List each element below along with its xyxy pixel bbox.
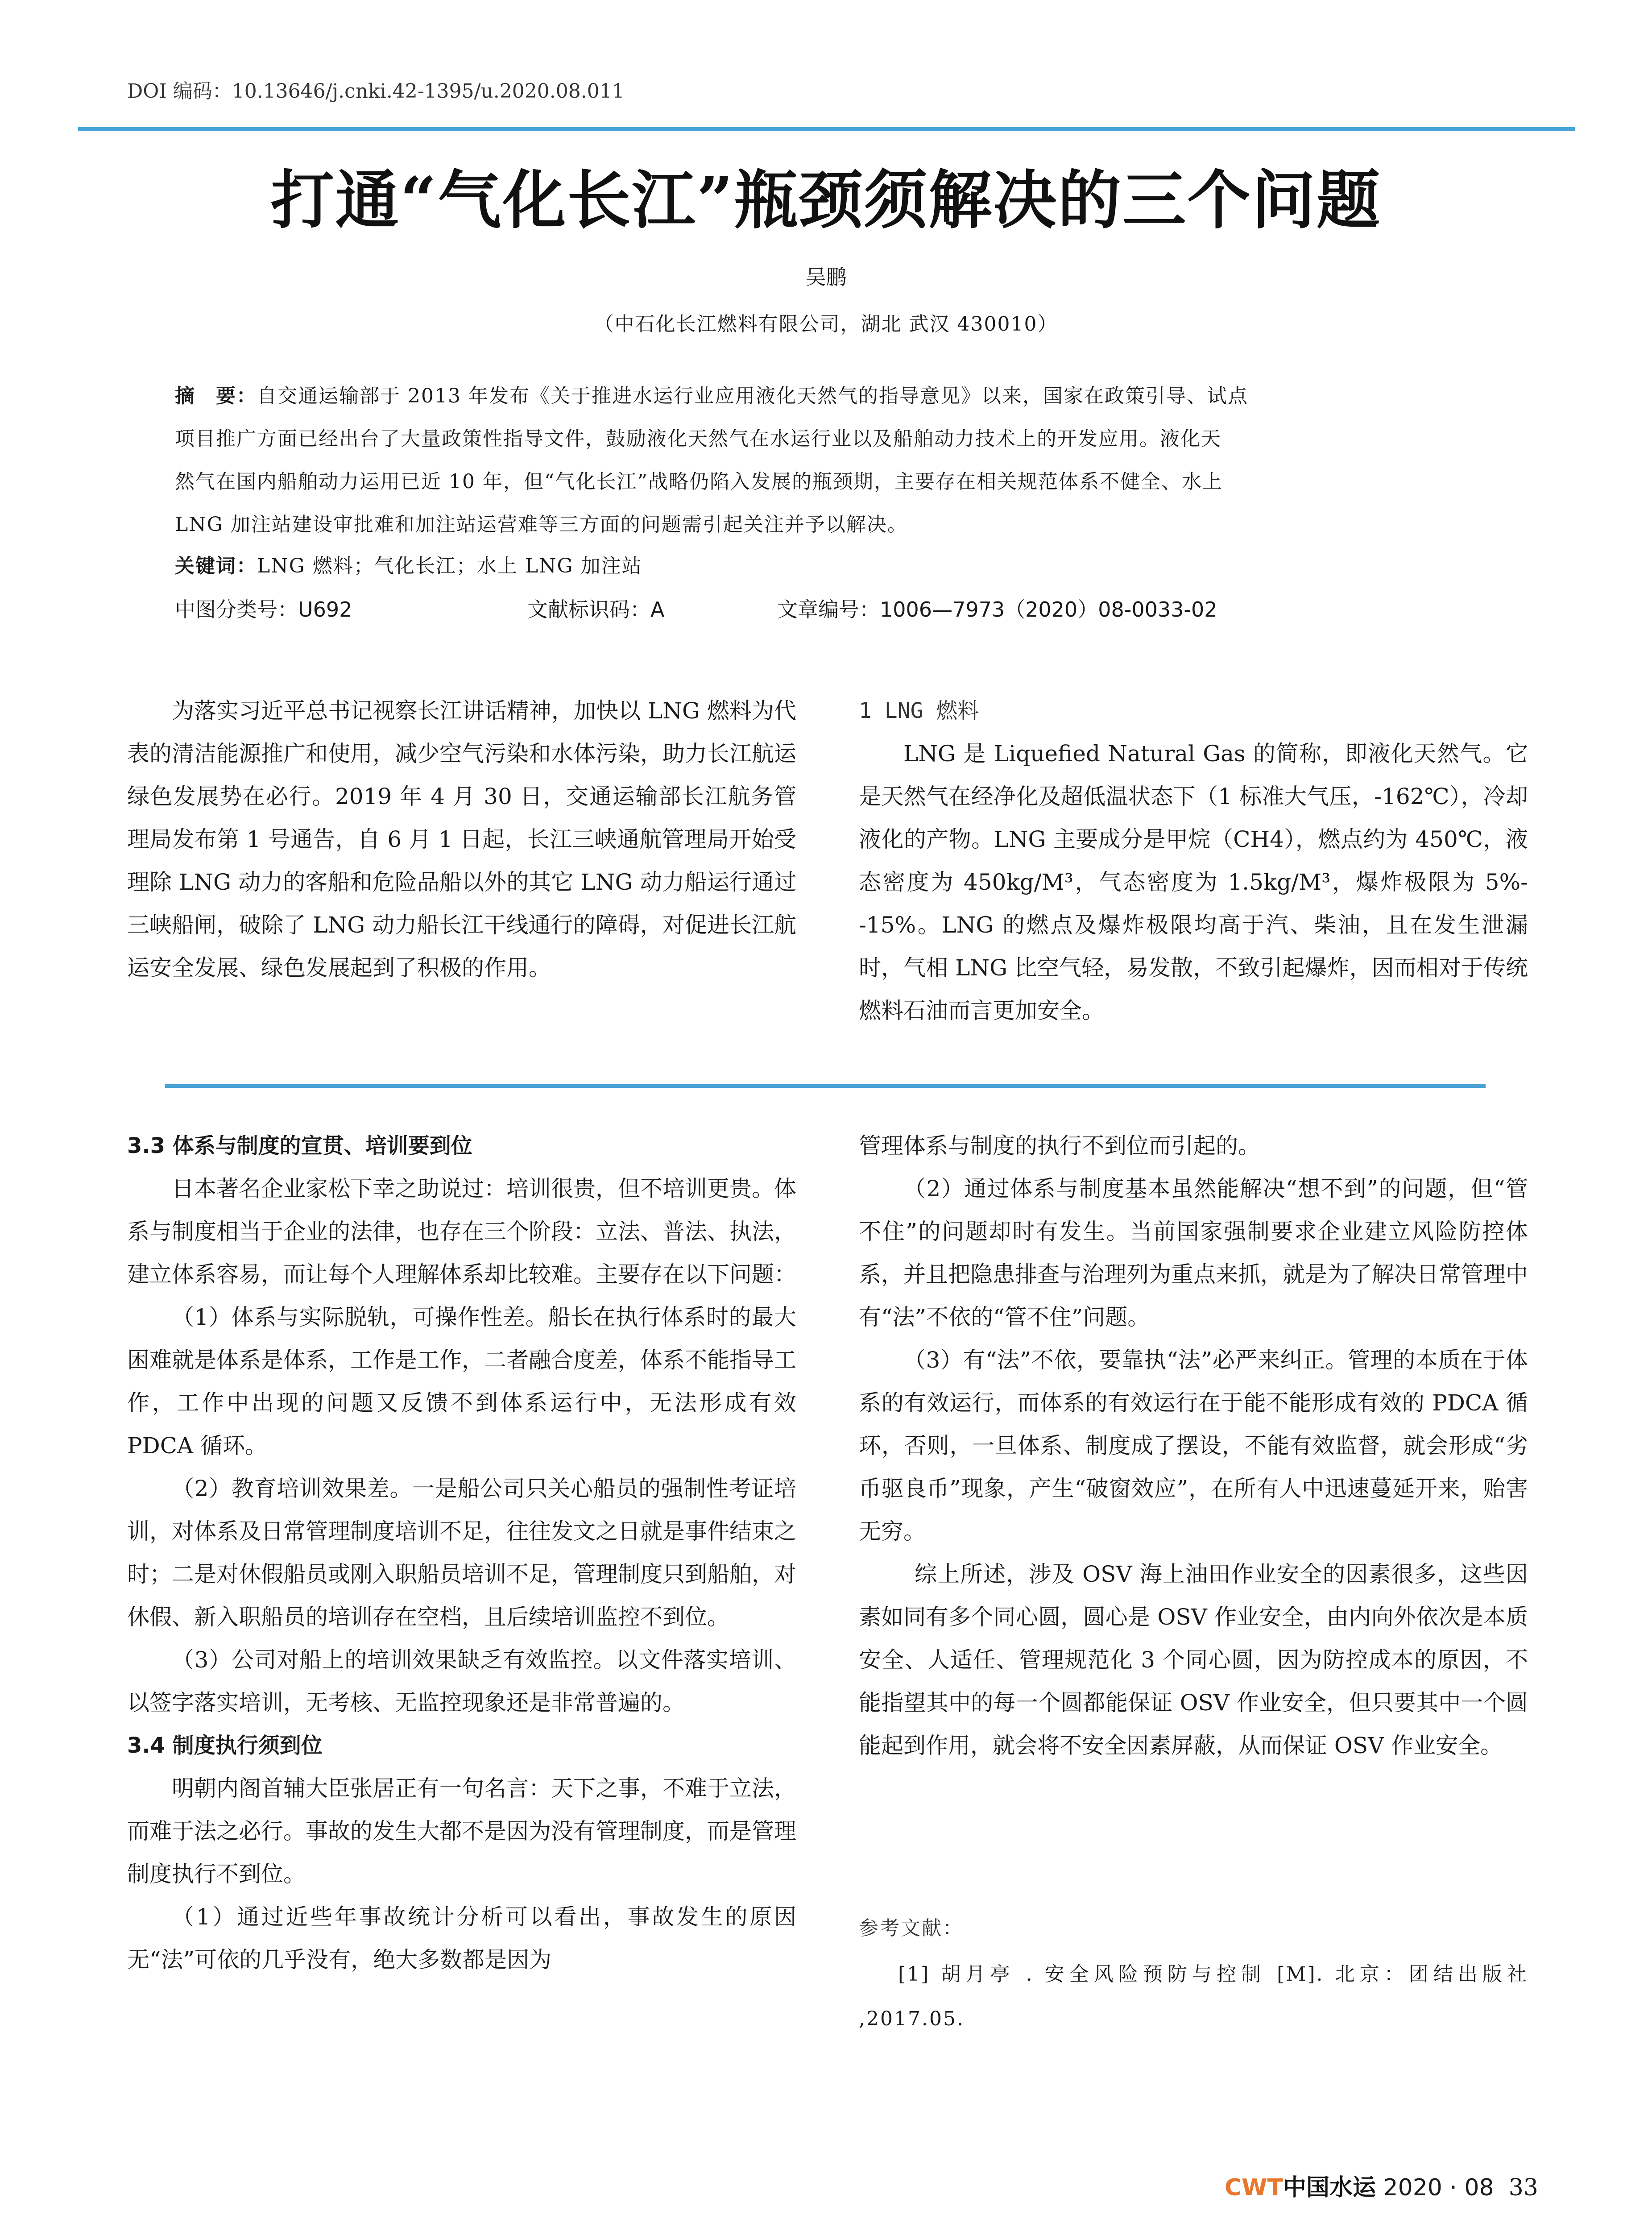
section-3-3-paragraph-3: （2）教育培训效果差。一是船公司只关心船员的强制性考证培训，对体系及日常管理制度培训不足，往往发文之日就是事件结束之时；二是对休假船员或刚入职船员培训不足，管理制度只到船舶，对休假、新入职船员的培训存在空档，且后续培训监控不到位。 (127, 1476, 796, 1630)
keywords-text: LNG 燃料；气化长江；水上 LNG 加注站 (257, 555, 642, 577)
classification-line (175, 593, 1217, 623)
section-3-4-paragraph-1: 明朝内阁首辅大臣张居正有一句名言：天下之事，不难于立法，而难于法之必行。事故的发生大都不是因为没有管理制度，而是管理制度执行不到位。 (127, 1775, 796, 1887)
clc-value: U692 (298, 597, 352, 622)
section-1-column (859, 689, 1528, 1032)
section-3-4-paragraph-3: （2）通过体系与制度基本虽然能解决“想不到”的问题，但“管不住”的问题却时有发生。当前国家强制要求企业建立风险防控体系，并且把隐患排查与治理列为重点来抓，就是为了解决日常管理中有“法”不依的“管不住”问题。 (859, 1176, 1528, 1330)
keywords (175, 550, 642, 578)
abstract-text-1: 自交通运输部于 2013 年发布《关于推进水运行业应用液化天然气的指导意见》以来，国家在政策引导、试点 (257, 385, 1248, 407)
keywords-label: 关键词： (175, 555, 257, 577)
section-3-3-paragraph-4: （3）公司对船上的培训效果缺乏有效监控。以文件落实培训、以签字落实培训，无考核、无监控现象还是非常普遍的。 (127, 1647, 796, 1716)
section-3-3-heading: 3.3 体系与制度的宣贯、培训要到位 (127, 1133, 472, 1158)
issue-number: 2020 · 08 (1383, 2174, 1494, 2201)
intro-column (127, 689, 796, 989)
abstract-line-2: 项目推广方面已经出台了大量政策性指导文件，鼓励液化天然气在水运行业以及船舶动力技术上的开发应用。液化天 (175, 427, 1221, 450)
abstract-line-1 (175, 375, 1495, 418)
cwt-logo: CWT (1225, 2174, 1283, 2201)
left-column-lower (127, 1124, 796, 1981)
right-column-lower (859, 1124, 1528, 1767)
conclusion-paragraph: 综上所述，涉及 OSV 海上油田作业安全的因素很多，这些因素如同有多个同心圆，圆心是 OSV 作业安全，由内向外依次是本质安全、人适任、管理规范化 3 个同心圆，因为防控成本的原因，不能指望其中的每一个圆都能保证 OSV 作业安全，但只要其中一个圆能起到作用，就会将不安全因素屏蔽，从而保证 OSV 作业安全。 (859, 1561, 1528, 1758)
middle-divider (165, 1084, 1486, 1088)
affiliation: （中石化长江燃料有限公司，湖北 武汉 430010） (594, 313, 1058, 336)
section-3-4-paragraph-2: （1）通过近些年事故统计分析可以看出，事故发生的原因无“法”可依的几乎没有，绝大多数都是因为 (127, 1904, 796, 1973)
magazine-name: 中国水运 (1283, 2174, 1376, 2201)
section-3-3-paragraph-1: 日本著名企业家松下幸之助说过：培训很贵，但不培训更贵。体系与制度相当于企业的法律，也存在三个阶段：立法、普法、执法，建立体系容易，而让每个人理解体系却比较难。主要存在以下问题： (127, 1176, 796, 1287)
intro-paragraph: 为落实习近平总书记视察长江讲话精神，加快以 LNG 燃料为代表的清洁能源推广和使用，减少空气污染和水体污染，助力长江航运绿色发展势在必行。2019 年 4 月 30 日，交通运输部长江航务管理局发布第 1 号通告，自 6 月 1 日起，长江三峡通航管理局开始受理除 LNG 动力的客船和危险品船以外的其它 LNG 动力船运行通过三峡船闸，破除了 LNG 动力船长江干线通行的障碍，对促进长江航运安全发展、绿色发展起到了积极的作用。 (127, 698, 796, 981)
references-heading: 参考文献： (859, 1917, 964, 1940)
section-3-4-paragraph-2-continued: 管理体系与制度的执行不到位而引起的。 (859, 1133, 1260, 1159)
abstract-label: 摘 要： (175, 385, 257, 407)
doi-line: DOI 编码：10.13646/j.cnki.42-1395/u.2020.08.011 (127, 80, 625, 103)
article-no-value: 1006—7973（2020）08-0033-02 (880, 597, 1217, 622)
doc-code-value: A (650, 597, 665, 622)
section-3-4-paragraph-4: （3）有“法”不依，要靠执“法”必严来纠正。管理的本质在于体系的有效运行，而体系的有效运行在于能不能形成有效的 PDCA 循环，否则，一旦体系、制度成了摆设，不能有效监督，就会形成“劣币驱良币”现象，产生“破窗效应”，在所有人中迅速蔓延开来，贻害无穷。 (859, 1347, 1528, 1544)
abstract (175, 375, 1495, 546)
section-3-4-heading: 3.4 制度执行须到位 (127, 1733, 323, 1758)
top-divider (78, 127, 1575, 131)
article-title: 打通“气化长江”瓶颈须解决的三个问题 (270, 163, 1382, 237)
reference-item: [1] 胡月亭 . 安全风险预防与控制 [M]. 北京：团结出版社 ,2017.05. (859, 1963, 1528, 2030)
clc-label: 中图分类号： (175, 597, 298, 622)
section-1-paragraph: LNG 是 Liquefied Natural Gas 的简称，即液化天然气。它是天然气在经净化及超低温状态下（1 标准大气压，-162℃），冷却液化的产物。LNG 主要成分是甲烷（CH4），燃点约为 450℃，液态密度为 450kg/M³，气态密度为 1.5kg/M³，爆炸极限为 5%--15%。LNG 的燃点及爆炸极限均高于汽、柴油，且在发生泄漏时，气相 LNG 比空气轻，易发散，不致引起爆炸，因而相对于传统燃料石油而言更加安全。 (859, 741, 1528, 1024)
section-3-3-paragraph-2: （1）体系与实际脱轨，可操作性差。船长在执行体系时的最大困难就是体系是体系，工作是工作，二者融合度差，体系不能指导工作，工作中出现的问题又反馈不到体系运行中，无法形成有效 PDCA 循环。 (127, 1304, 796, 1459)
page-number: 33 (1508, 2174, 1538, 2201)
section-1-heading: 1 LNG 燃料 (859, 698, 979, 723)
article-no-label: 文章编号： (777, 597, 880, 622)
page-footer (1225, 2169, 1538, 2202)
doc-code-label: 文献标识码： (527, 597, 650, 622)
author: 吴鹏 (805, 265, 847, 289)
abstract-line-3: 然气在国内船舶动力运用已近 10 年，但“气化长江”战略仍陷入发展的瓶颈期，主要存在相关规范体系不健全、水上 (175, 470, 1223, 493)
abstract-line-4: LNG 加注站建设审批难和加注站运营难等三方面的问题需引起关注并予以解决。 (175, 513, 908, 536)
